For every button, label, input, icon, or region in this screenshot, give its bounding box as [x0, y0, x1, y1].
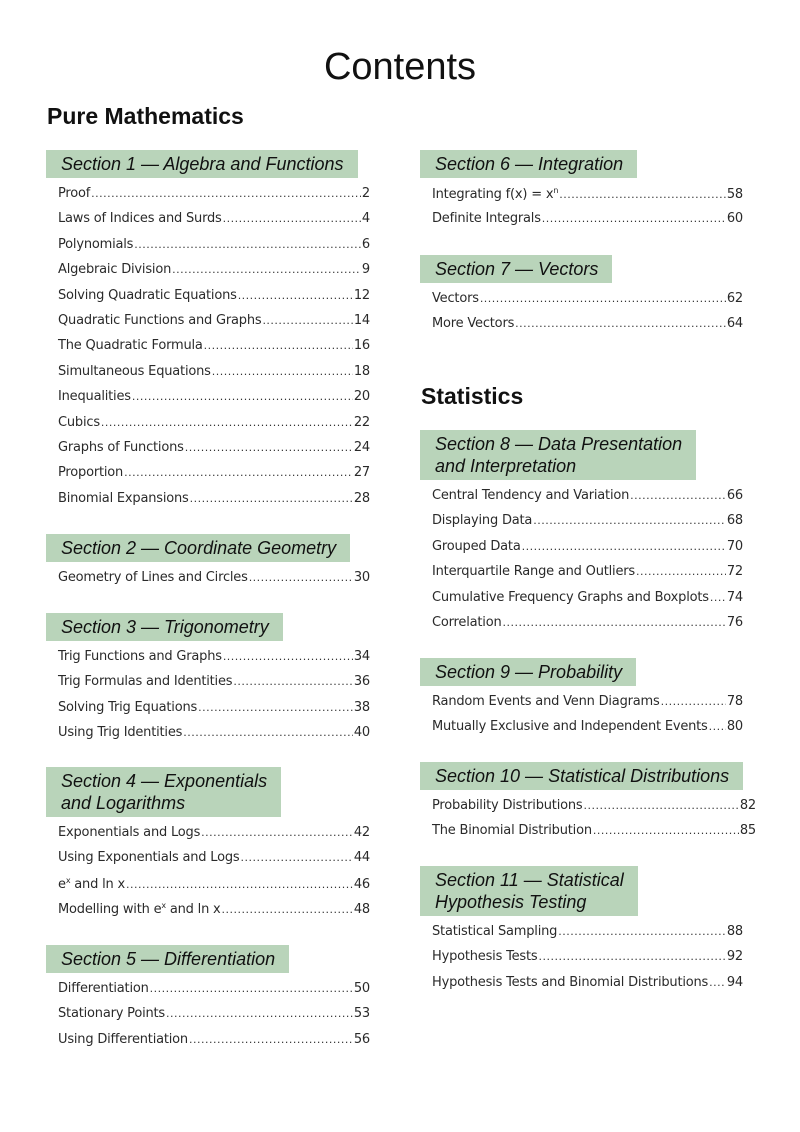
dot-leader [630, 489, 726, 502]
entry-page-number: 18 [353, 363, 370, 379]
entry-page-number: 30 [353, 570, 370, 585]
dot-leader [132, 390, 353, 403]
toc-entry[interactable] [58, 465, 370, 490]
dot-leader [212, 365, 353, 378]
toc-entry[interactable] [432, 924, 743, 949]
entry-list [432, 186, 743, 237]
entry-page-number: 2 [361, 186, 370, 201]
dot-leader [262, 314, 352, 327]
entry-list [432, 694, 743, 745]
toc-entry[interactable] [432, 949, 743, 974]
entry-title: Hypothesis Tests and Binomial Distributions [432, 974, 709, 990]
toc-entry[interactable] [58, 491, 370, 516]
entry-page-number: 40 [353, 725, 370, 741]
section-2 [46, 534, 370, 595]
entry-title: Probability Distributions [432, 798, 583, 813]
dot-leader [204, 339, 353, 352]
dot-leader [593, 824, 739, 837]
dot-leader [134, 238, 361, 251]
entry-page-number: 74 [726, 589, 743, 605]
dot-leader [198, 701, 353, 714]
section-heading-line: Section 7 — Vectors [435, 259, 599, 279]
entry-title: More Vectors [432, 316, 515, 332]
entry-title: Mutually Exclusive and Independent Events [432, 719, 708, 735]
dot-leader [183, 726, 353, 739]
toc-entry[interactable] [58, 981, 370, 1006]
entry-title: Inequalities [58, 389, 131, 405]
section-heading-line: Section 1 — Algebra and Functions [61, 154, 344, 174]
entry-title: Using Differentiation [58, 1031, 188, 1047]
entry-title: Graphs of Functions [58, 439, 184, 455]
entry-title: Grouped Data [432, 538, 521, 554]
entry-title: $e^x$ and ln x [58, 875, 125, 892]
section-heading-line: Section 9 — Probability [435, 662, 623, 682]
entry-list [58, 186, 370, 516]
entry-title: The Quadratic Formula [58, 338, 203, 354]
section-1 [46, 150, 370, 516]
entry-title: Solving Quadratic Equations [58, 287, 237, 303]
toc-entry[interactable] [432, 694, 743, 719]
superscript: x [161, 901, 166, 911]
entry-title: Binomial Expansions [58, 490, 189, 506]
dot-leader [709, 720, 726, 733]
entry-page-number: 70 [726, 538, 743, 554]
entry-page-number: 80 [726, 719, 743, 735]
page-title: Contents [323, 46, 477, 88]
dot-leader [223, 212, 361, 225]
entry-title: Algebraic Division [58, 262, 172, 278]
dot-leader [233, 675, 353, 688]
dot-leader [222, 903, 353, 916]
entry-title: Quadratic Functions and Graphs [58, 312, 262, 328]
entry-page-number: 58 [726, 187, 743, 202]
dot-leader [583, 799, 738, 812]
toc-entry[interactable] [58, 725, 370, 750]
section-heading [420, 255, 612, 283]
entry-page-number: 6 [361, 236, 370, 252]
dot-leader [661, 695, 726, 708]
toc-entry[interactable] [58, 825, 370, 850]
section-heading [420, 430, 696, 480]
entry-title: Displaying Data [432, 513, 533, 529]
entry-title: Definite Integrals [432, 211, 541, 227]
dot-leader [558, 925, 726, 938]
toc-entry[interactable] [58, 364, 370, 389]
toc-entry[interactable] [58, 389, 370, 414]
entry-title: Proof [58, 186, 91, 201]
entry-page-number: 42 [353, 825, 370, 840]
dot-leader [515, 317, 726, 330]
entry-page-number: 12 [353, 287, 370, 303]
toc-entry[interactable] [58, 338, 370, 363]
entry-page-number: 9 [361, 262, 370, 278]
entry-list [58, 570, 370, 595]
entry-title: Statistical Sampling [432, 924, 558, 939]
part-title-pure-mathematics: Pure Mathematics [47, 103, 244, 129]
toc-entry[interactable] [432, 823, 756, 848]
section-5 [46, 945, 370, 1057]
section-8 [420, 430, 743, 640]
entry-title: Central Tendency and Variation [432, 488, 630, 503]
section-heading-line: Section 5 — Differentiation [61, 949, 276, 969]
dot-leader [502, 616, 725, 629]
entry-page-number: 48 [353, 902, 370, 918]
entry-title: Trig Functions and Graphs [58, 649, 222, 664]
entry-page-number: 82 [739, 798, 756, 813]
section-heading-line: Section 3 — Trigonometry [61, 617, 269, 637]
entry-page-number: 92 [726, 949, 743, 965]
toc-entry[interactable] [58, 570, 370, 595]
entry-title: Interquartile Range and Outliers [432, 564, 635, 580]
toc-entry[interactable] [58, 440, 370, 465]
toc-entry[interactable] [58, 850, 370, 875]
superscript: x [65, 875, 71, 885]
dot-leader [249, 571, 353, 584]
entry-title: Exponentials and Logs [58, 825, 201, 840]
toc-entry[interactable] [432, 719, 743, 744]
toc-entry[interactable] [432, 539, 743, 564]
toc-entry[interactable] [58, 1006, 370, 1031]
superscript: n [553, 186, 559, 195]
entry-page-number: 34 [353, 649, 370, 664]
dot-leader [710, 591, 726, 604]
section-heading [46, 613, 283, 641]
toc-entry[interactable] [432, 211, 743, 236]
toc-entry[interactable] [58, 700, 370, 725]
entry-title: Using Exponentials and Logs [58, 850, 240, 866]
entry-list [432, 291, 743, 342]
entry-list [58, 649, 370, 751]
entry-title: Laws of Indices and Surds [58, 211, 222, 227]
entry-page-number: 85 [739, 823, 756, 839]
dot-leader [190, 492, 353, 505]
dot-leader [124, 466, 353, 479]
entry-list [58, 981, 370, 1057]
entry-title: Using Trig Identities [58, 725, 183, 741]
section-7 [420, 255, 743, 342]
entry-title: Vectors [432, 291, 479, 306]
entry-list [432, 798, 756, 849]
dot-leader [636, 565, 726, 578]
entry-page-number: 60 [726, 211, 743, 227]
toc-entry[interactable] [432, 615, 743, 640]
dot-leader [185, 441, 353, 454]
entry-page-number: 16 [353, 338, 370, 354]
toc-entry[interactable] [58, 288, 370, 313]
toc-entry[interactable] [432, 186, 743, 211]
toc-entry[interactable] [58, 901, 370, 926]
entry-title: Solving Trig Equations [58, 699, 198, 715]
toc-entry[interactable] [58, 649, 370, 674]
entry-page-number: 76 [726, 614, 743, 630]
dot-leader [241, 851, 353, 864]
entry-page-number: 72 [726, 564, 743, 580]
section-heading [420, 866, 638, 916]
entry-page-number: 94 [726, 974, 743, 990]
entry-title: Cubics [58, 414, 100, 430]
dot-leader [172, 263, 361, 276]
section-heading-line: Section 2 — Coordinate Geometry [61, 538, 337, 558]
entry-page-number: 46 [353, 876, 370, 892]
entry-page-number: 64 [726, 316, 743, 332]
toc-entry[interactable] [58, 237, 370, 262]
section-heading-line: Section 8 — Data Presentation [435, 434, 683, 454]
dot-leader [480, 292, 726, 305]
entry-page-number: 50 [353, 981, 370, 996]
section-11 [420, 866, 743, 1000]
dot-leader [150, 982, 353, 995]
toc-entry[interactable] [432, 513, 743, 538]
dot-leader [238, 289, 353, 302]
entry-title: The Binomial Distribution [432, 823, 592, 839]
section-4 [46, 767, 370, 927]
dot-leader [91, 187, 361, 200]
dot-leader [533, 514, 726, 527]
section-heading-line: Section 6 — Integration [435, 154, 624, 174]
entry-page-number: 62 [726, 291, 743, 306]
section-3 [46, 613, 370, 751]
entry-title: Hypothesis Tests [432, 949, 538, 965]
dot-leader [538, 950, 725, 963]
entry-title: Cumulative Frequency Graphs and Boxplots [432, 589, 709, 605]
entry-page-number: 14 [353, 312, 370, 328]
section-heading [420, 150, 637, 178]
dot-leader [709, 976, 726, 989]
entry-title: Simultaneous Equations [58, 363, 211, 379]
entry-title: Geometry of Lines and Circles [58, 570, 248, 585]
dot-leader [189, 1033, 353, 1046]
toc-entry[interactable] [58, 186, 370, 211]
entry-page-number: 38 [353, 699, 370, 715]
entry-title: Trig Formulas and Identities [58, 674, 233, 690]
toc-entry[interactable] [58, 674, 370, 699]
toc-entry[interactable] [432, 564, 743, 589]
section-heading [420, 762, 743, 790]
entry-title: Correlation [432, 614, 502, 630]
toc-entry[interactable] [58, 1032, 370, 1057]
part-title-statistics: Statistics [421, 383, 524, 409]
entry-list [432, 488, 743, 640]
toc-entry[interactable] [432, 488, 743, 513]
entry-page-number: 78 [726, 694, 743, 709]
toc-entry[interactable] [58, 262, 370, 287]
dot-leader [126, 878, 353, 891]
toc-entry[interactable] [58, 211, 370, 236]
entry-page-number: 53 [353, 1006, 370, 1022]
section-9 [420, 658, 743, 745]
dot-leader [559, 188, 726, 201]
entry-title: Differentiation [58, 981, 149, 996]
dot-leader [223, 650, 353, 663]
dot-leader [101, 416, 353, 429]
entry-page-number: 24 [353, 439, 370, 455]
section-heading-line: Section 11 — Statistical [435, 870, 624, 890]
toc-entry[interactable] [432, 291, 743, 316]
entry-page-number: 56 [353, 1031, 370, 1047]
section-heading-line: and Logarithms [61, 793, 186, 813]
entry-page-number: 66 [726, 488, 743, 503]
entry-title: Stationary Points [58, 1006, 166, 1022]
toc-entry[interactable] [58, 313, 370, 338]
entry-title: Polynomials [58, 236, 134, 252]
section-heading-line: Section 10 — Statistical Distributions [435, 766, 730, 786]
entry-list [58, 825, 370, 927]
toc-entry[interactable] [58, 876, 370, 901]
entry-list [432, 924, 743, 1000]
section-6 [420, 150, 743, 237]
dot-leader [166, 1007, 353, 1020]
entry-page-number: 88 [726, 924, 743, 939]
entry-title: Proportion [58, 465, 124, 481]
section-heading [46, 150, 358, 178]
toc-entry[interactable] [432, 798, 756, 823]
entry-page-number: 20 [353, 389, 370, 405]
entry-title: Integrating $f(x) = x^n$ [432, 186, 559, 202]
entry-page-number: 36 [353, 674, 370, 690]
dot-leader [522, 540, 726, 553]
toc-entry[interactable] [58, 415, 370, 440]
entry-title: Modelling with $e^x$ and ln x [58, 901, 221, 918]
entry-page-number: 27 [353, 465, 370, 481]
section-heading-line: Section 4 — Exponentials [61, 771, 268, 791]
entry-page-number: 44 [353, 850, 370, 866]
toc-entry[interactable] [432, 590, 743, 615]
section-heading-line: Hypothesis Testing [435, 892, 587, 912]
section-heading [46, 767, 281, 817]
section-heading [46, 534, 350, 562]
toc-entry[interactable] [432, 316, 743, 341]
section-heading [420, 658, 636, 686]
dot-leader [201, 826, 353, 839]
section-heading [46, 945, 289, 973]
toc-entry[interactable] [432, 975, 743, 1000]
dot-leader [542, 212, 726, 225]
entry-page-number: 68 [726, 513, 743, 529]
entry-title: Random Events and Venn Diagrams [432, 694, 660, 709]
entry-page-number: 28 [353, 490, 370, 506]
section-10 [420, 762, 756, 849]
entry-page-number: 22 [353, 414, 370, 430]
section-heading-line: and Interpretation [435, 456, 577, 476]
entry-page-number: 4 [361, 211, 370, 227]
